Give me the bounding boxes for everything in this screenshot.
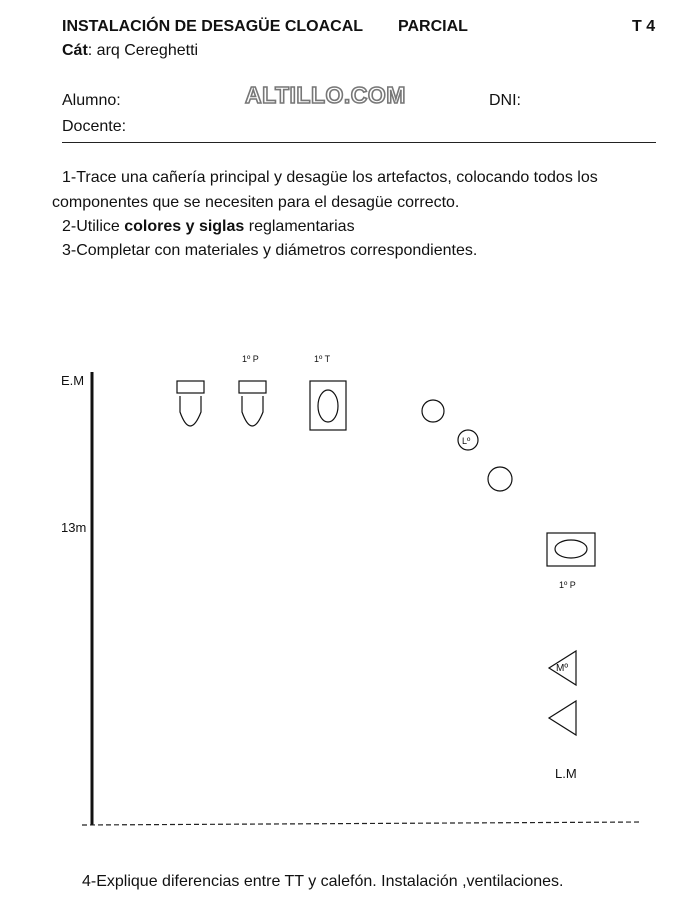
bidet-symbol <box>310 381 346 430</box>
dni-label: DNI: <box>489 92 521 109</box>
bidet-label: 1º T <box>314 354 331 364</box>
height-label: 13m <box>61 520 87 535</box>
toilet-2-symbol <box>239 381 266 426</box>
kitchen-sink-label: Mº <box>556 663 568 674</box>
instruction-3: 3-Completar con materiales y diámetros correspondientes. <box>62 242 478 259</box>
floor-drain-2-symbol <box>488 467 512 491</box>
exam-topic: T 4 <box>632 18 656 35</box>
triangle-symbol <box>549 701 576 735</box>
lm-label: L.M <box>555 766 577 781</box>
instruction-2-prefix: 2-Utilice <box>62 218 125 235</box>
toilet-1-symbol <box>177 381 204 426</box>
instruction-2-suffix: reglamentarias <box>244 218 355 235</box>
instruction-2-bold: colores y siglas <box>124 218 245 235</box>
exam-title: INSTALACIÓN DE DESAGÜE CLOACAL <box>62 18 364 35</box>
toilet-label: 1º P <box>242 354 259 364</box>
em-label: E.M <box>61 373 85 388</box>
teacher-label: Docente: <box>62 118 127 135</box>
watermark: ALTILLO.COM <box>245 82 406 108</box>
dashed-lot-line <box>82 822 642 825</box>
instruction-1-line-2: componentes que se necesiten para el desagüe correcto. <box>52 194 460 211</box>
exam-type: PARCIAL <box>398 18 468 35</box>
washbasin-label: 1º P <box>559 580 576 590</box>
washbasin-symbol <box>547 533 595 566</box>
instruction-1-line-1: 1-Trace una cañería principal y desagüe los artefactos, colocando todos los <box>62 169 598 186</box>
student-label: Alumno: <box>62 92 121 109</box>
lavatory-drain-label: Lº <box>462 436 471 446</box>
floor-drain-1-symbol <box>422 400 444 422</box>
catedra-label: Cát <box>62 42 88 59</box>
instruction-4: 4-Explique diferencias entre TT y calefón. Instalación ,ventilaciones. <box>82 873 564 890</box>
catedra-value: : arq Cereghetti <box>87 42 199 59</box>
